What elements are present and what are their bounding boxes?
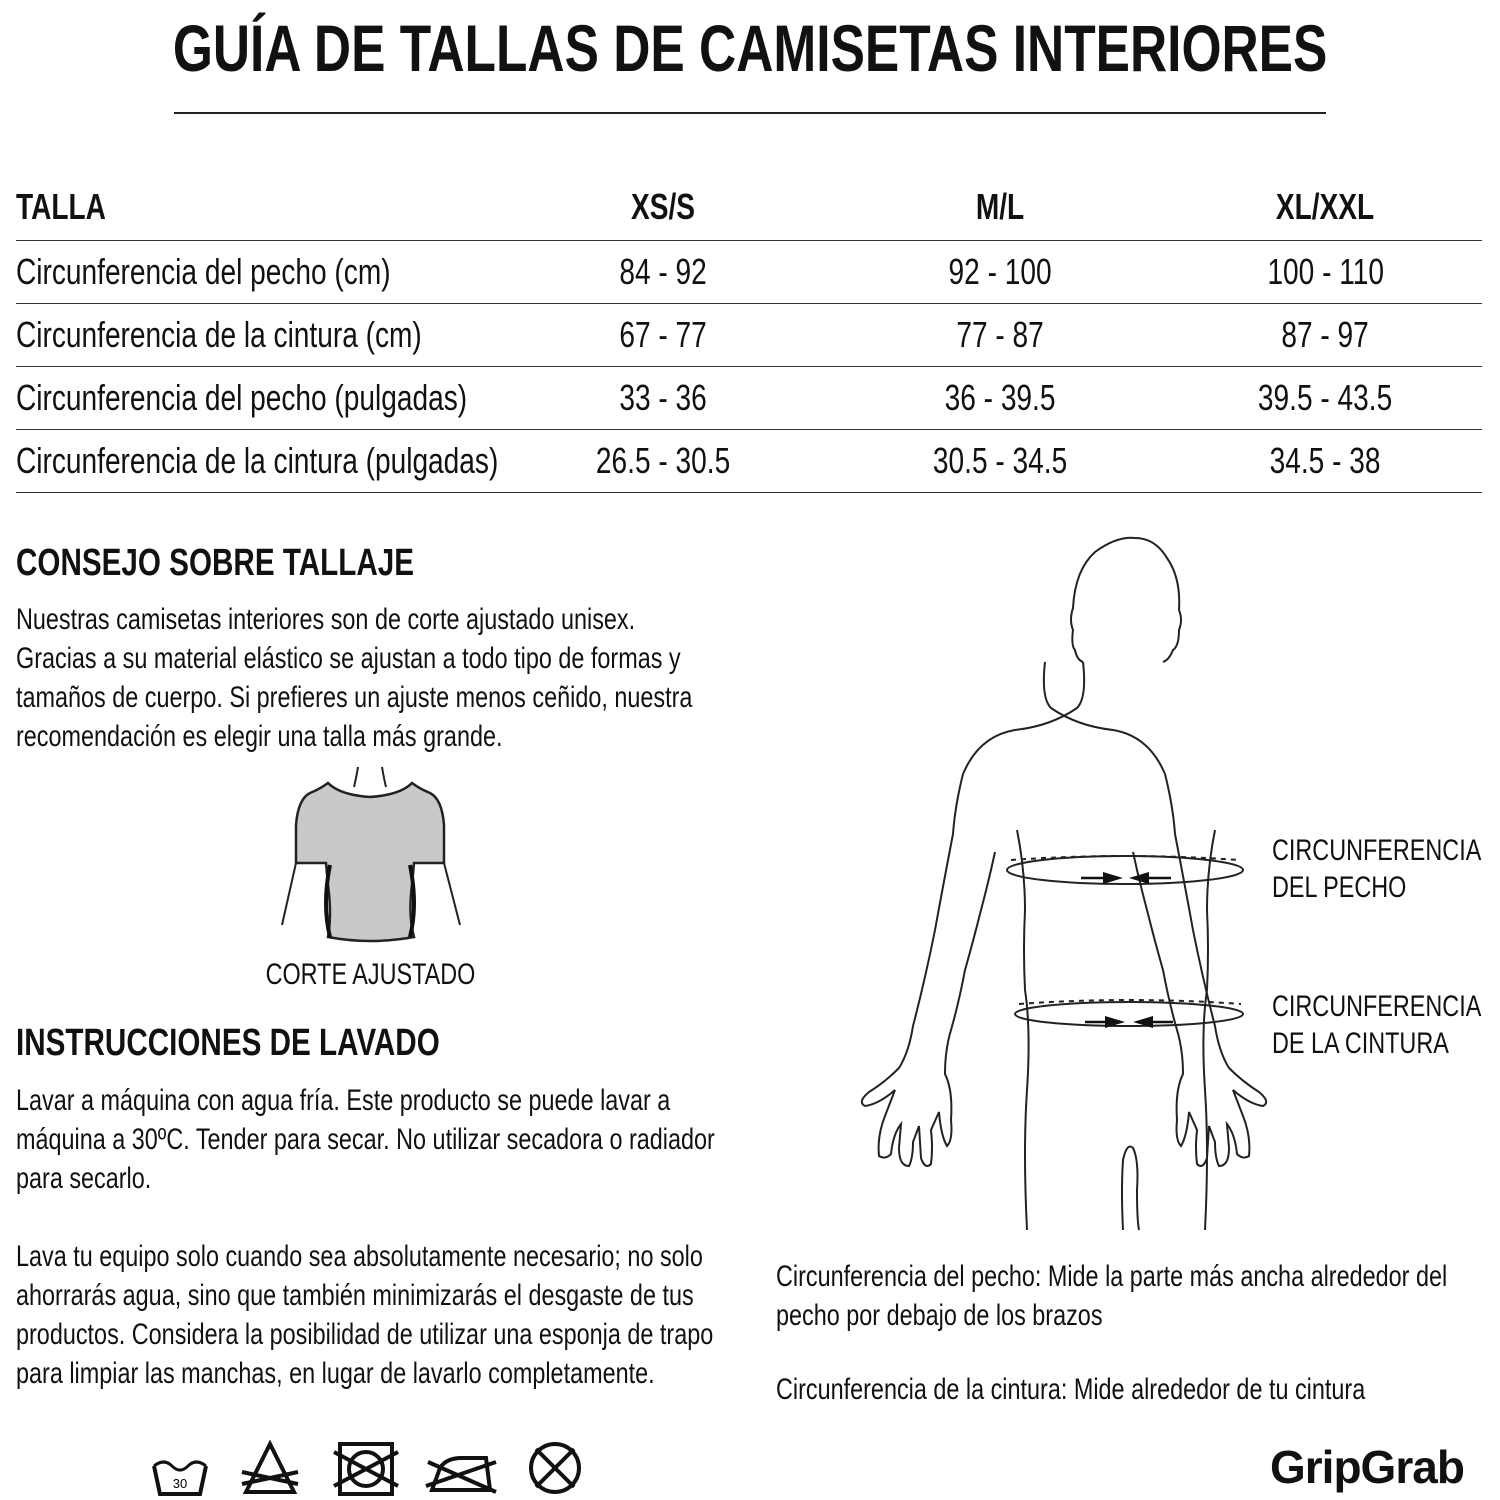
chest-measure-note: Circunferencia del pecho: Mide la parte más ancha alrededor del pecho por debajo de los brazos bbox=[776, 1260, 1448, 1332]
table-cell: 92 - 100 bbox=[948, 251, 1052, 292]
no-iron-icon bbox=[426, 1458, 496, 1492]
left-torso-outline bbox=[1017, 830, 1029, 1230]
table-row bbox=[16, 241, 1482, 304]
left-shoulder-outline bbox=[862, 662, 1084, 1166]
table-cell: 87 - 97 bbox=[1281, 314, 1370, 355]
header-m-l: M/L bbox=[975, 186, 1025, 227]
table-cell: 33 - 36 bbox=[619, 377, 707, 418]
care-icons bbox=[150, 1438, 600, 1498]
washing-text-2: Lava tu equipo solo cuando sea absolutamente necesario; no solo ahorrarás agua, sino que también minimizarás el desgaste de tus productos. Considera la posibilidad de utilizar una esponja de trapo para limpiar las manchas, en lugar de lavarlo completamente. bbox=[16, 1240, 714, 1390]
right-torso-outline bbox=[1203, 830, 1215, 1230]
table-cell: 34.5 - 38 bbox=[1269, 440, 1381, 481]
measure-arrows bbox=[1103, 872, 1153, 1028]
chest-measure-ring bbox=[1007, 856, 1243, 884]
brand-logo: GripGrab bbox=[1270, 1441, 1464, 1493]
no-tumble-dry-icon bbox=[334, 1444, 398, 1494]
header-xl-xxl: XL/XXL bbox=[1276, 186, 1375, 227]
waist-circumference-label: CIRCUNFERENCIA DE LA CINTURA bbox=[1272, 990, 1482, 1060]
header-size: TALLA bbox=[16, 186, 106, 227]
waist-measure-ring bbox=[1015, 1002, 1243, 1026]
table-cell: 100 - 110 bbox=[1267, 251, 1384, 292]
title-divider bbox=[174, 112, 1326, 114]
row-label: Circunferencia de la cintura (pulgadas) bbox=[16, 440, 499, 481]
no-dry-clean-icon bbox=[531, 1444, 579, 1492]
table-cell: 67 - 77 bbox=[619, 314, 707, 355]
wash-30-icon bbox=[154, 1462, 206, 1494]
table-row bbox=[16, 367, 1482, 430]
crotch-outline bbox=[1122, 1147, 1139, 1231]
tight-fit-shirt-illustration bbox=[270, 765, 470, 945]
row-label: Circunferencia de la cintura (cm) bbox=[16, 314, 422, 355]
table-row bbox=[16, 430, 1482, 493]
table-cell: 26.5 - 30.5 bbox=[595, 440, 731, 481]
right-shoulder-outline bbox=[1044, 662, 1266, 1166]
washing-text-1: Lavar a máquina con agua fría. Este producto se puede lavar a máquina a 30ºC. Tender para secar. No utilizar secadora o radiador para secarlo. bbox=[16, 1084, 715, 1195]
waist-measure-note: Circunferencia de la cintura: Mide alrededor de tu cintura bbox=[776, 1373, 1366, 1406]
table-cell: 39.5 - 43.5 bbox=[1258, 377, 1393, 418]
table-cell: 84 - 92 bbox=[619, 251, 707, 292]
row-label: Circunferencia del pecho (pulgadas) bbox=[16, 377, 468, 418]
svg-text:30: 30 bbox=[172, 1476, 188, 1491]
table-cell: 30.5 - 34.5 bbox=[932, 440, 1068, 481]
sizing-advice-heading: CONSEJO SOBRE TALLAJE bbox=[16, 542, 415, 584]
head-outline bbox=[1071, 538, 1181, 662]
fit-caption: CORTE AJUSTADO bbox=[265, 958, 476, 991]
page-title: GUÍA DE TALLAS DE CAMISETAS INTERIORES bbox=[172, 11, 1328, 85]
table-row bbox=[16, 304, 1482, 367]
table-header-row bbox=[16, 160, 1482, 241]
size-table bbox=[16, 160, 1482, 493]
table-cell: 36 - 39.5 bbox=[944, 377, 1056, 418]
row-label: Circunferencia del pecho (cm) bbox=[16, 251, 391, 292]
no-bleach-icon bbox=[242, 1444, 298, 1492]
header-xs-s: XS/S bbox=[631, 186, 696, 227]
chest-circumference-label: CIRCUNFERENCIA DEL PECHO bbox=[1272, 834, 1482, 904]
body-measurement-diagram bbox=[855, 530, 1275, 1250]
washing-heading: INSTRUCCIONES DE LAVADO bbox=[16, 1022, 440, 1064]
table-cell: 77 - 87 bbox=[956, 314, 1044, 355]
sizing-advice-text: Nuestras camisetas interiores son de corte ajustado unisex. Gracias a su material elástico se ajustan a todo tipo de formas y tamaños de cuerpo. Si prefieres un ajuste menos ceñido, nuestra recomendación es elegir una talla más grande. bbox=[16, 603, 693, 753]
